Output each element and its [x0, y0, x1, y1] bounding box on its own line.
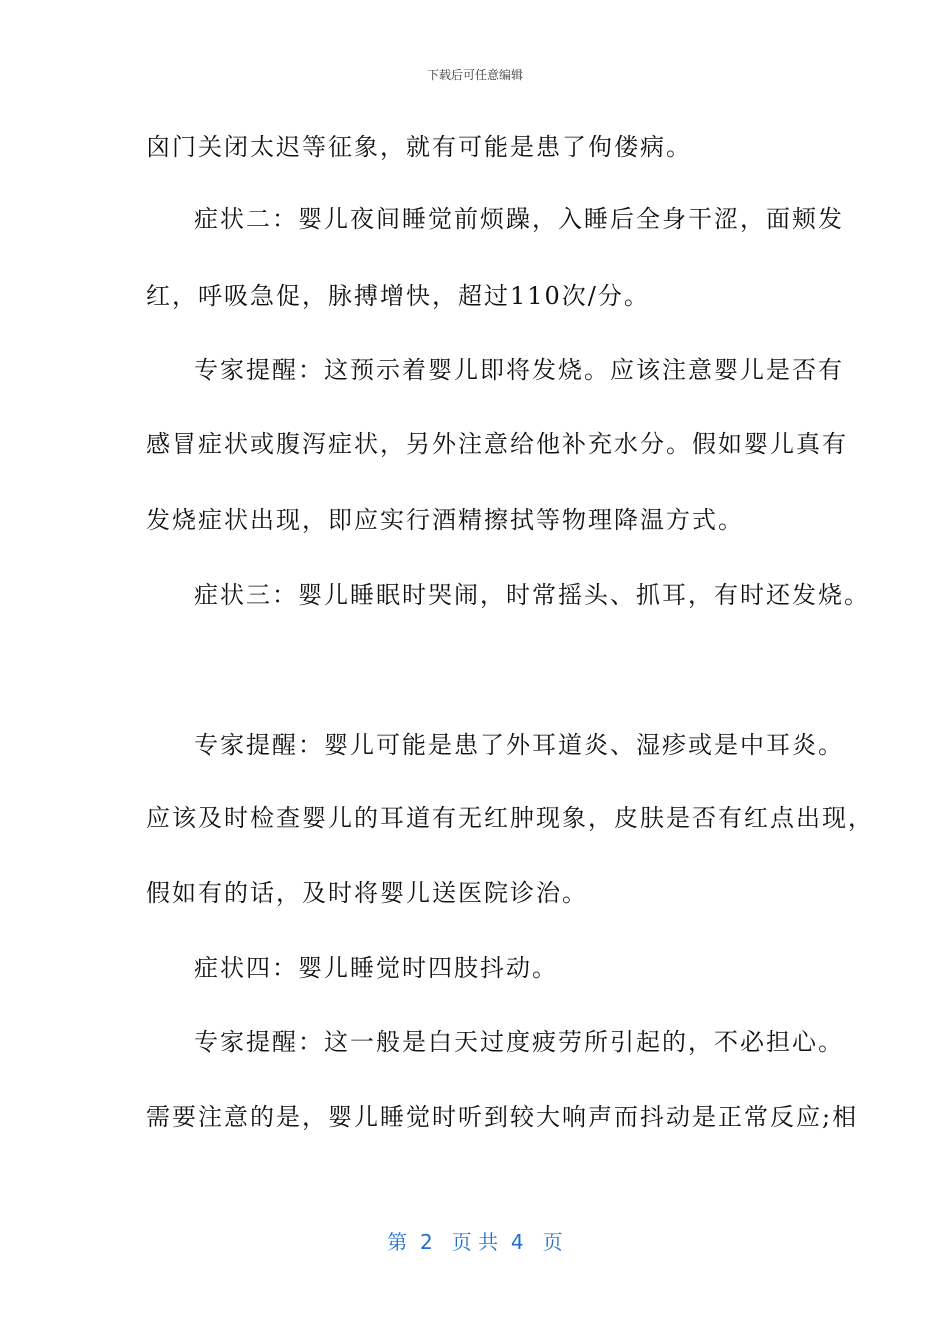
body-line: 应该及时检查婴儿的耳道有无红肿现象，皮肤是否有红点出现，	[146, 804, 874, 832]
body-line: 囟门关闭太迟等征象，就有可能是患了佝偻病。	[146, 133, 692, 161]
body-line: 症状三：婴儿睡眠时哭闹，时常摇头、抓耳，有时还发烧。	[194, 581, 870, 609]
body-line: 专家提醒：这一般是白天过度疲劳所引起的，不必担心。	[194, 1028, 844, 1056]
body-line: 症状二：婴儿夜间睡觉前烦躁，入睡后全身干涩，面颊发	[194, 205, 844, 233]
header-note: 下载后可任意编辑	[426, 68, 523, 82]
body-line: 假如有的话，及时将婴儿送医院诊治。	[146, 879, 588, 907]
body-line: 专家提醒：这预示着婴儿即将发烧。应该注意婴儿是否有	[194, 356, 844, 384]
body-line: 症状四：婴儿睡觉时四肢抖动。	[194, 954, 558, 982]
body-line: 感冒症状或腹泻症状，另外注意给他补充水分。假如婴儿真有	[146, 430, 848, 458]
body-line: 红，呼吸急促，脉搏增快，超过110次/分。	[146, 282, 650, 310]
body-line: 发烧症状出现，即应实行酒精擦拭等物理降温方式。	[146, 506, 744, 534]
body-line: 专家提醒：婴儿可能是患了外耳道炎、湿疹或是中耳炎。	[194, 731, 844, 759]
body-line: 需要注意的是，婴儿睡觉时听到较大响声而抖动是正常反应;相	[146, 1103, 859, 1131]
page-number: 第 2 页 共 4 页	[387, 1230, 563, 1254]
